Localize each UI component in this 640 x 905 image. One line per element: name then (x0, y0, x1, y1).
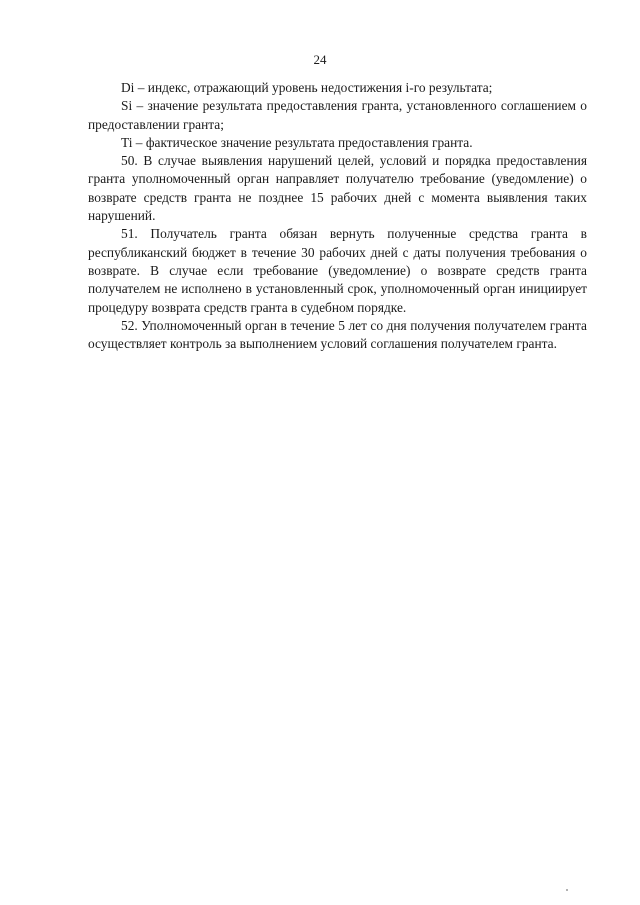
paragraph-di-definition: Di – индекс, отражающий уровень недостижения i-го результата; (121, 80, 493, 95)
paragraph-50: 50. В случае выявления нарушений целей, условий и порядка предоставления гранта уполномоченный орган направляет получателю требование (уведомление) о возврате средств гранта не позднее 15 рабочих дней с момента выявления таких нарушений. (88, 153, 587, 224)
paragraph-ti-definition: Ti – фактическое значение результата предоставления гранта. (121, 134, 473, 150)
page-number: 24 (313, 52, 327, 67)
scan-speck (566, 889, 568, 891)
paragraph-52: 52. Уполномоченный орган в течение 5 лет со дня получения получателем гранта осуществляет контроль за выполнением условий соглашения получателем гранта. (88, 317, 587, 352)
paragraph-si-definition: Si – значение результата предоставления гранта, установленного соглашением о предоставлении гранта; (88, 98, 587, 132)
document-body (88, 79, 587, 353)
paragraph-51: 51. Получатель гранта обязан вернуть полученные средства гранта в республиканский бюджет в течение 30 рабочих дней с даты получения требования о возврате. В случае если требование (уведомление) о возврате средств гранта получателем не исполнено в установленный срок, уполномоченный орган инициирует процедуру возврата средств гранта в судебном порядке. (88, 226, 587, 315)
